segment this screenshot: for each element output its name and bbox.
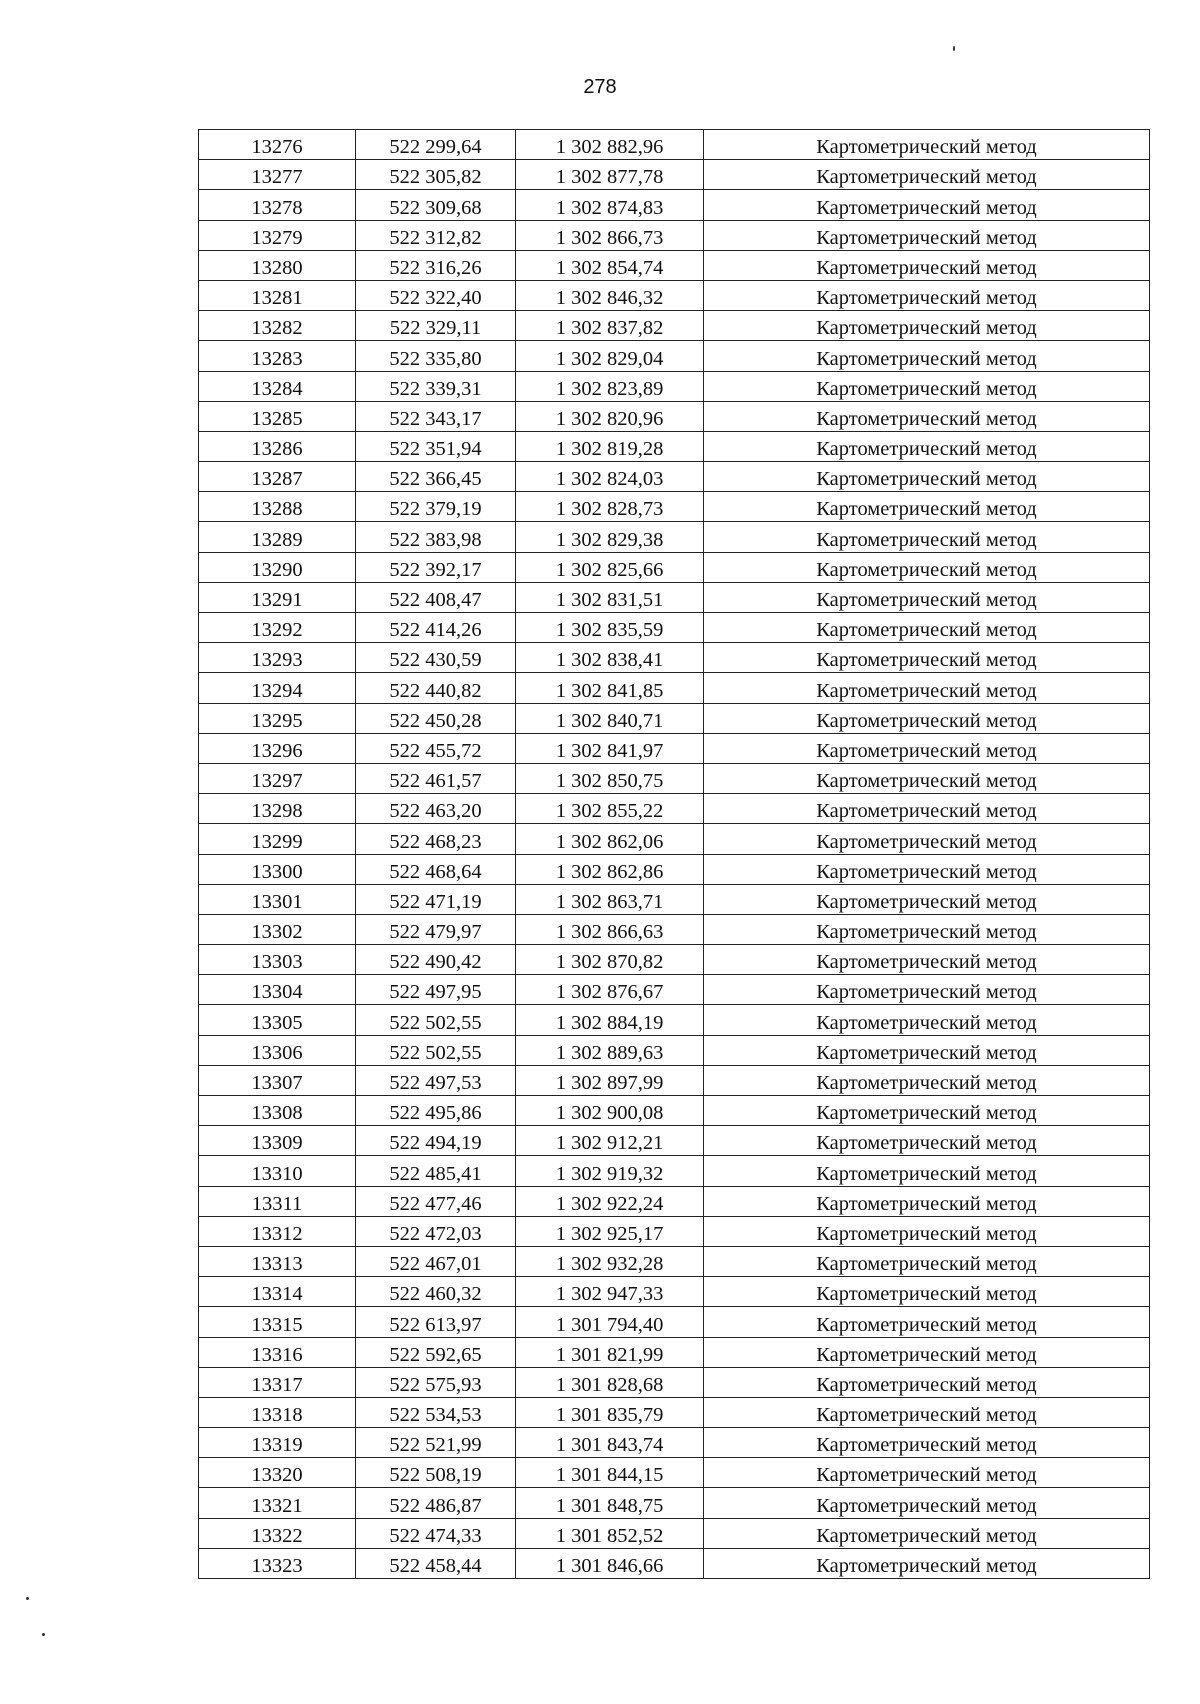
point-number-cell: 13303: [199, 945, 356, 975]
table-row: [199, 341, 1150, 371]
page-number: 278: [583, 76, 617, 98]
table-row: [199, 975, 1150, 1005]
table-row: [199, 1035, 1150, 1065]
x-coordinate-cell: 522 474,33: [356, 1518, 516, 1548]
x-coordinate-cell: 522 502,55: [356, 1005, 516, 1035]
y-coordinate-cell: 1 302 835,59: [516, 613, 704, 643]
method-cell: Картометрический метод: [704, 341, 1150, 371]
point-number-cell: 13314: [199, 1277, 356, 1307]
method-cell: Картометрический метод: [704, 1156, 1150, 1186]
method-cell: Картометрический метод: [704, 854, 1150, 884]
point-number-cell: 13300: [199, 854, 356, 884]
x-coordinate-cell: 522 508,19: [356, 1458, 516, 1488]
x-coordinate-cell: 522 467,01: [356, 1246, 516, 1276]
x-coordinate-cell: 522 312,82: [356, 220, 516, 250]
scan-speck: [953, 46, 955, 51]
point-number-cell: 13316: [199, 1337, 356, 1367]
table-row: [199, 945, 1150, 975]
table-row: [199, 1246, 1150, 1276]
table-row: [199, 1367, 1150, 1397]
y-coordinate-cell: 1 302 922,24: [516, 1186, 704, 1216]
y-coordinate-cell: 1 302 889,63: [516, 1035, 704, 1065]
y-coordinate-cell: 1 301 848,75: [516, 1488, 704, 1518]
y-coordinate-cell: 1 302 919,32: [516, 1156, 704, 1186]
x-coordinate-cell: 522 383,98: [356, 522, 516, 552]
x-coordinate-cell: 522 366,45: [356, 462, 516, 492]
point-number-cell: 13295: [199, 703, 356, 733]
point-number-cell: 13294: [199, 673, 356, 703]
table-row: [199, 854, 1150, 884]
point-number-cell: 13304: [199, 975, 356, 1005]
method-cell: Картометрический метод: [704, 613, 1150, 643]
method-cell: Картометрический метод: [704, 401, 1150, 431]
table-row: [199, 462, 1150, 492]
method-cell: Картометрический метод: [704, 280, 1150, 310]
method-cell: Картометрический метод: [704, 703, 1150, 733]
x-coordinate-cell: 522 495,86: [356, 1096, 516, 1126]
point-number-cell: 13292: [199, 613, 356, 643]
x-coordinate-cell: 522 494,19: [356, 1126, 516, 1156]
y-coordinate-cell: 1 301 835,79: [516, 1397, 704, 1427]
method-cell: Картометрический метод: [704, 130, 1150, 160]
method-cell: Картометрический метод: [704, 522, 1150, 552]
method-cell: Картометрический метод: [704, 1005, 1150, 1035]
y-coordinate-cell: 1 302 837,82: [516, 311, 704, 341]
x-coordinate-cell: 522 305,82: [356, 160, 516, 190]
y-coordinate-cell: 1 301 844,15: [516, 1458, 704, 1488]
method-cell: Картометрический метод: [704, 1367, 1150, 1397]
scan-speck: [26, 1597, 29, 1600]
y-coordinate-cell: 1 302 900,08: [516, 1096, 704, 1126]
point-number-cell: 13296: [199, 733, 356, 763]
x-coordinate-cell: 522 613,97: [356, 1307, 516, 1337]
coordinates-table: [198, 129, 1150, 1579]
y-coordinate-cell: 1 302 855,22: [516, 794, 704, 824]
x-coordinate-cell: 522 468,64: [356, 854, 516, 884]
point-number-cell: 13322: [199, 1518, 356, 1548]
x-coordinate-cell: 522 479,97: [356, 914, 516, 944]
x-coordinate-cell: 522 490,42: [356, 945, 516, 975]
y-coordinate-cell: 1 301 794,40: [516, 1307, 704, 1337]
y-coordinate-cell: 1 302 831,51: [516, 582, 704, 612]
table-row: [199, 522, 1150, 552]
method-cell: Картометрический метод: [704, 914, 1150, 944]
y-coordinate-cell: 1 302 820,96: [516, 401, 704, 431]
table-row: [199, 1186, 1150, 1216]
method-cell: Картометрический метод: [704, 1397, 1150, 1427]
table-row: [199, 220, 1150, 250]
x-coordinate-cell: 522 592,65: [356, 1337, 516, 1367]
table-row: [199, 733, 1150, 763]
point-number-cell: 13320: [199, 1458, 356, 1488]
point-number-cell: 13309: [199, 1126, 356, 1156]
x-coordinate-cell: 522 414,26: [356, 613, 516, 643]
table-row: [199, 1065, 1150, 1095]
x-coordinate-cell: 522 477,46: [356, 1186, 516, 1216]
method-cell: Картометрический метод: [704, 733, 1150, 763]
y-coordinate-cell: 1 302 850,75: [516, 763, 704, 793]
y-coordinate-cell: 1 302 846,32: [516, 280, 704, 310]
method-cell: Картометрический метод: [704, 371, 1150, 401]
point-number-cell: 13280: [199, 250, 356, 280]
x-coordinate-cell: 522 471,19: [356, 884, 516, 914]
point-number-cell: 13299: [199, 824, 356, 854]
point-number-cell: 13317: [199, 1367, 356, 1397]
y-coordinate-cell: 1 302 884,19: [516, 1005, 704, 1035]
table-row: [199, 1397, 1150, 1427]
method-cell: Картометрический метод: [704, 975, 1150, 1005]
x-coordinate-cell: 522 485,41: [356, 1156, 516, 1186]
point-number-cell: 13291: [199, 582, 356, 612]
table-row: [199, 311, 1150, 341]
point-number-cell: 13297: [199, 763, 356, 793]
point-number-cell: 13282: [199, 311, 356, 341]
point-number-cell: 13278: [199, 190, 356, 220]
table-row: [199, 552, 1150, 582]
y-coordinate-cell: 1 301 846,66: [516, 1548, 704, 1578]
method-cell: Картометрический метод: [704, 643, 1150, 673]
table-row: [199, 643, 1150, 673]
y-coordinate-cell: 1 302 840,71: [516, 703, 704, 733]
method-cell: Картометрический метод: [704, 1246, 1150, 1276]
table-row: [199, 280, 1150, 310]
y-coordinate-cell: 1 302 862,86: [516, 854, 704, 884]
method-cell: Картометрический метод: [704, 1548, 1150, 1578]
method-cell: Картометрический метод: [704, 824, 1150, 854]
point-number-cell: 13302: [199, 914, 356, 944]
point-number-cell: 13308: [199, 1096, 356, 1126]
table-row: [199, 1096, 1150, 1126]
y-coordinate-cell: 1 302 862,06: [516, 824, 704, 854]
y-coordinate-cell: 1 302 866,63: [516, 914, 704, 944]
method-cell: Картометрический метод: [704, 884, 1150, 914]
method-cell: Картометрический метод: [704, 1216, 1150, 1246]
y-coordinate-cell: 1 302 882,96: [516, 130, 704, 160]
x-coordinate-cell: 522 461,57: [356, 763, 516, 793]
x-coordinate-cell: 522 335,80: [356, 341, 516, 371]
table-row: [199, 673, 1150, 703]
y-coordinate-cell: 1 302 863,71: [516, 884, 704, 914]
point-number-cell: 13311: [199, 1186, 356, 1216]
table-row: [199, 431, 1150, 461]
y-coordinate-cell: 1 301 821,99: [516, 1337, 704, 1367]
table-row: [199, 1216, 1150, 1246]
point-number-cell: 13312: [199, 1216, 356, 1246]
method-cell: Картометрический метод: [704, 794, 1150, 824]
method-cell: Картометрический метод: [704, 1307, 1150, 1337]
method-cell: Картометрический метод: [704, 1096, 1150, 1126]
table-row: [199, 1458, 1150, 1488]
method-cell: Картометрический метод: [704, 1518, 1150, 1548]
x-coordinate-cell: 522 534,53: [356, 1397, 516, 1427]
x-coordinate-cell: 522 455,72: [356, 733, 516, 763]
y-coordinate-cell: 1 302 870,82: [516, 945, 704, 975]
x-coordinate-cell: 522 502,55: [356, 1035, 516, 1065]
table-row: [199, 763, 1150, 793]
point-number-cell: 13321: [199, 1488, 356, 1518]
y-coordinate-cell: 1 302 828,73: [516, 492, 704, 522]
y-coordinate-cell: 1 302 925,17: [516, 1216, 704, 1246]
method-cell: Картометрический метод: [704, 492, 1150, 522]
point-number-cell: 13287: [199, 462, 356, 492]
x-coordinate-cell: 522 575,93: [356, 1367, 516, 1397]
x-coordinate-cell: 522 458,44: [356, 1548, 516, 1578]
point-number-cell: 13313: [199, 1246, 356, 1276]
table-row: [199, 703, 1150, 733]
method-cell: Картометрический метод: [704, 190, 1150, 220]
table-row: [199, 824, 1150, 854]
x-coordinate-cell: 522 440,82: [356, 673, 516, 703]
x-coordinate-cell: 522 408,47: [356, 582, 516, 612]
x-coordinate-cell: 522 299,64: [356, 130, 516, 160]
point-number-cell: 13289: [199, 522, 356, 552]
method-cell: Картометрический метод: [704, 1065, 1150, 1095]
y-coordinate-cell: 1 302 874,83: [516, 190, 704, 220]
x-coordinate-cell: 522 463,20: [356, 794, 516, 824]
table-row: [199, 1337, 1150, 1367]
method-cell: Картометрический метод: [704, 673, 1150, 703]
x-coordinate-cell: 522 472,03: [356, 1216, 516, 1246]
table-row: [199, 190, 1150, 220]
method-cell: Картометрический метод: [704, 1428, 1150, 1458]
x-coordinate-cell: 522 430,59: [356, 643, 516, 673]
y-coordinate-cell: 1 302 819,28: [516, 431, 704, 461]
point-number-cell: 13301: [199, 884, 356, 914]
method-cell: Картометрический метод: [704, 311, 1150, 341]
point-number-cell: 13298: [199, 794, 356, 824]
method-cell: Картометрический метод: [704, 431, 1150, 461]
point-number-cell: 13277: [199, 160, 356, 190]
method-cell: Картометрический метод: [704, 1337, 1150, 1367]
point-number-cell: 13285: [199, 401, 356, 431]
table-row: [199, 1488, 1150, 1518]
method-cell: Картометрический метод: [704, 160, 1150, 190]
point-number-cell: 13319: [199, 1428, 356, 1458]
point-number-cell: 13284: [199, 371, 356, 401]
method-cell: Картометрический метод: [704, 1277, 1150, 1307]
point-number-cell: 13279: [199, 220, 356, 250]
method-cell: Картометрический метод: [704, 220, 1150, 250]
point-number-cell: 13288: [199, 492, 356, 522]
y-coordinate-cell: 1 301 828,68: [516, 1367, 704, 1397]
x-coordinate-cell: 522 521,99: [356, 1428, 516, 1458]
y-coordinate-cell: 1 302 841,85: [516, 673, 704, 703]
point-number-cell: 13290: [199, 552, 356, 582]
method-cell: Картометрический метод: [704, 763, 1150, 793]
x-coordinate-cell: 522 322,40: [356, 280, 516, 310]
table-row: [199, 371, 1150, 401]
y-coordinate-cell: 1 302 947,33: [516, 1277, 704, 1307]
y-coordinate-cell: 1 302 877,78: [516, 160, 704, 190]
method-cell: Картометрический метод: [704, 1186, 1150, 1216]
point-number-cell: 13318: [199, 1397, 356, 1427]
table-row: [199, 250, 1150, 280]
point-number-cell: 13293: [199, 643, 356, 673]
y-coordinate-cell: 1 302 932,28: [516, 1246, 704, 1276]
y-coordinate-cell: 1 302 824,03: [516, 462, 704, 492]
table-row: [199, 613, 1150, 643]
table-row: [199, 582, 1150, 612]
point-number-cell: 13306: [199, 1035, 356, 1065]
method-cell: Картометрический метод: [704, 1458, 1150, 1488]
table-row: [199, 1548, 1150, 1578]
x-coordinate-cell: 522 497,95: [356, 975, 516, 1005]
method-cell: Картометрический метод: [704, 1035, 1150, 1065]
method-cell: Картометрический метод: [704, 1488, 1150, 1518]
method-cell: Картометрический метод: [704, 945, 1150, 975]
table-row: [199, 401, 1150, 431]
y-coordinate-cell: 1 302 854,74: [516, 250, 704, 280]
y-coordinate-cell: 1 302 866,73: [516, 220, 704, 250]
table-row: [199, 160, 1150, 190]
x-coordinate-cell: 522 468,23: [356, 824, 516, 854]
x-coordinate-cell: 522 329,11: [356, 311, 516, 341]
point-number-cell: 13315: [199, 1307, 356, 1337]
table-row: [199, 884, 1150, 914]
point-number-cell: 13276: [199, 130, 356, 160]
y-coordinate-cell: 1 301 843,74: [516, 1428, 704, 1458]
y-coordinate-cell: 1 302 912,21: [516, 1126, 704, 1156]
coordinates-table-body: [199, 130, 1150, 1579]
x-coordinate-cell: 522 343,17: [356, 401, 516, 431]
y-coordinate-cell: 1 302 829,04: [516, 341, 704, 371]
scan-speck: [42, 1633, 45, 1636]
x-coordinate-cell: 522 460,32: [356, 1277, 516, 1307]
point-number-cell: 13286: [199, 431, 356, 461]
point-number-cell: 13310: [199, 1156, 356, 1186]
y-coordinate-cell: 1 302 825,66: [516, 552, 704, 582]
x-coordinate-cell: 522 339,31: [356, 371, 516, 401]
table-row: [199, 492, 1150, 522]
y-coordinate-cell: 1 302 897,99: [516, 1065, 704, 1095]
x-coordinate-cell: 522 351,94: [356, 431, 516, 461]
method-cell: Картометрический метод: [704, 582, 1150, 612]
x-coordinate-cell: 522 309,68: [356, 190, 516, 220]
point-number-cell: 13281: [199, 280, 356, 310]
table-row: [199, 914, 1150, 944]
table-row: [199, 1307, 1150, 1337]
x-coordinate-cell: 522 450,28: [356, 703, 516, 733]
y-coordinate-cell: 1 301 852,52: [516, 1518, 704, 1548]
x-coordinate-cell: 522 316,26: [356, 250, 516, 280]
table-row: [199, 1156, 1150, 1186]
y-coordinate-cell: 1 302 829,38: [516, 522, 704, 552]
x-coordinate-cell: 522 392,17: [356, 552, 516, 582]
table-row: [199, 1126, 1150, 1156]
point-number-cell: 13305: [199, 1005, 356, 1035]
table-row: [199, 794, 1150, 824]
point-number-cell: 13323: [199, 1548, 356, 1578]
table-row: [199, 1277, 1150, 1307]
method-cell: Картометрический метод: [704, 250, 1150, 280]
x-coordinate-cell: 522 486,87: [356, 1488, 516, 1518]
point-number-cell: 13283: [199, 341, 356, 371]
table-row: [199, 130, 1150, 160]
table-row: [199, 1005, 1150, 1035]
point-number-cell: 13307: [199, 1065, 356, 1095]
method-cell: Картометрический метод: [704, 462, 1150, 492]
y-coordinate-cell: 1 302 841,97: [516, 733, 704, 763]
y-coordinate-cell: 1 302 876,67: [516, 975, 704, 1005]
method-cell: Картометрический метод: [704, 552, 1150, 582]
table-row: [199, 1518, 1150, 1548]
y-coordinate-cell: 1 302 838,41: [516, 643, 704, 673]
x-coordinate-cell: 522 497,53: [356, 1065, 516, 1095]
table-row: [199, 1428, 1150, 1458]
y-coordinate-cell: 1 302 823,89: [516, 371, 704, 401]
method-cell: Картометрический метод: [704, 1126, 1150, 1156]
x-coordinate-cell: 522 379,19: [356, 492, 516, 522]
